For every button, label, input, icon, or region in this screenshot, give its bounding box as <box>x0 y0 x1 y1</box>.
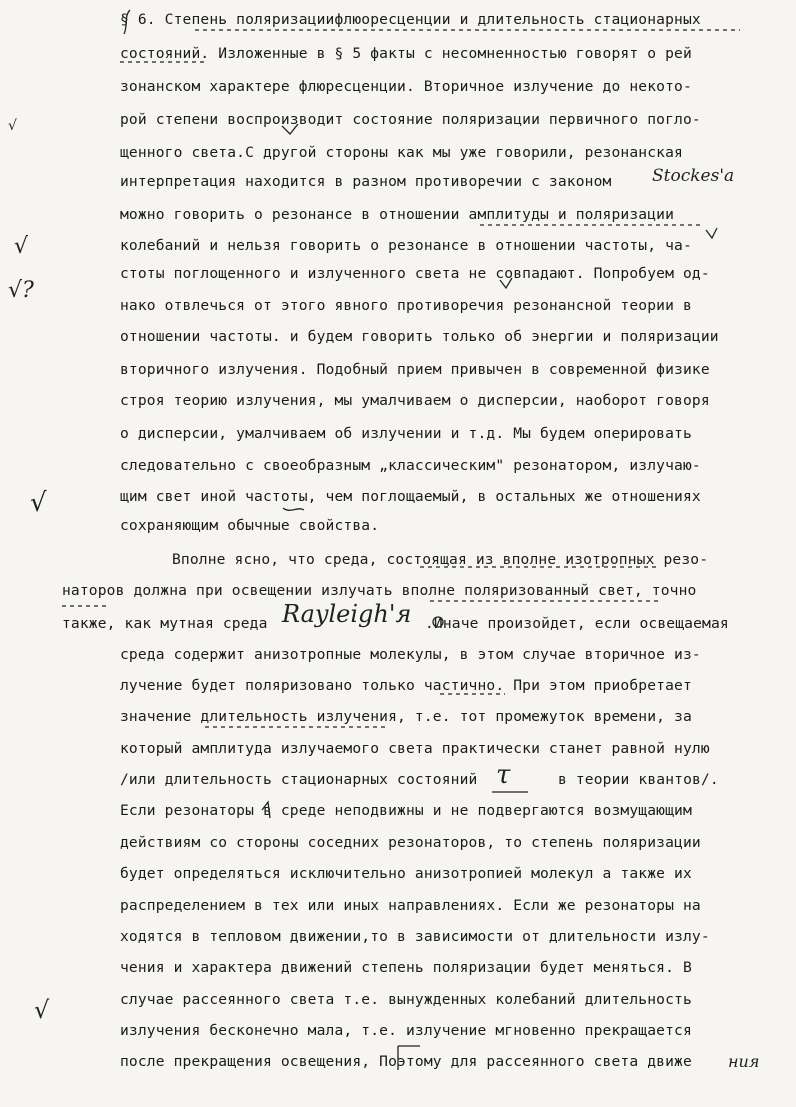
text-line: щенного света.С другой стороны как мы уже говорили, резонанская <box>120 144 683 161</box>
text-line: о дисперсии, умалчиваем об излучении и т.д. Мы будем оперировать <box>120 425 692 442</box>
text-line: состояний. Изложенные в § 5 факты с несомненностью говорят о рей <box>120 45 692 62</box>
text-line: /или длительность стационарных состояний <box>120 771 478 788</box>
margin-check-mark: √? <box>8 278 34 303</box>
text-line: также, как мутная среда <box>62 615 268 632</box>
text-line: среда содержит анизотропные молекулы, в этом случае вторичное из- <box>120 646 701 663</box>
text-line: излучения бесконечно мала, т.е. излучение мгновенно прекращается <box>120 1022 692 1039</box>
text-line: будет определяться исключительно анизотропией молекул а также их <box>120 865 692 882</box>
section-bracket <box>124 10 130 34</box>
tick-mark <box>706 228 717 238</box>
text-line: распределением в тех или иных направлениях. Если же резонаторы на <box>120 897 701 914</box>
text-line: после прекращения освещения, Поэтому для рассеянного света движе <box>120 1053 692 1070</box>
text-line: строя теорию излучения, мы умалчиваем о дисперсии, наоборот говоря <box>120 392 710 409</box>
text-line: Вполне ясно, что среда, состоящая из вполне изотропных резо- <box>172 551 709 568</box>
tick-mark <box>282 124 298 134</box>
text-line: ходятся в тепловом движении,то в зависимости от длительности излу- <box>120 928 710 945</box>
tilde-mark <box>283 508 304 510</box>
handwritten-tau: τ <box>496 760 511 790</box>
tick-mark <box>500 278 512 288</box>
text-line: зонанском характере флюресценции. Вторичное излучение до некото- <box>120 78 692 95</box>
text-line: лучение будет поляризовано только частично. При этом приобретает <box>120 677 692 694</box>
handwritten-ending: ния <box>728 1052 760 1071</box>
margin-check-mark: √ <box>34 996 50 1024</box>
text-line: интерпретация находится в разном противоречии с законом <box>120 173 612 190</box>
text-line: чения и характера движений степень поляризации будет меняться. В <box>120 959 692 976</box>
margin-check-mark: √ <box>30 488 47 518</box>
text-line: § 6. Степень поляризациифлюоресценции и длительность стационарных <box>120 11 701 28</box>
text-line: значение длительность излучения, т.е. тот промежуток времени, за <box>120 708 692 725</box>
handwritten-stokes: Stockes'a <box>652 166 735 186</box>
text-line-fragment: .Иначе произойдет, если освещаемая <box>425 615 729 632</box>
text-line: действиям со стороны соседних резонаторов, то степень поляризации <box>120 834 701 851</box>
handwritten-rayleigh: Rayleigh'я <box>282 600 412 628</box>
text-line-fragment: в теории квантов/. <box>558 771 719 788</box>
text-line: отношении частоты. и будем говорить только об энергии и поляризации <box>120 328 719 345</box>
text-line: щим свет иной частоты, чем поглощаемый, в остальных же отношениях <box>120 488 701 505</box>
insertion-mark <box>262 802 270 818</box>
text-line: случае рассеянного света т.е. вынужденных колебаний длительность <box>120 991 692 1008</box>
text-line: который амплитуда излучаемого света практически станет равной нулю <box>120 740 710 757</box>
text-line: рой степени воспроизводит состояние поляризации первичного погло- <box>120 111 701 128</box>
text-line: следовательно с своеобразным „классическим" резонатором, излучаю- <box>120 457 701 474</box>
text-line: наторов должна при освещении излучать вполне поляризованный свет, точно <box>62 582 697 599</box>
text-line: вторичного излучения. Подобный прием привычен в современной физике <box>120 361 710 378</box>
correction-circle <box>433 617 443 627</box>
text-line: стоты поглощенного и излученного света не совпадают. Попробуем од- <box>120 265 710 282</box>
margin-check-mark: √ <box>14 234 29 259</box>
correction-bracket <box>398 1046 420 1070</box>
text-line: Если резонаторы в среде неподвижны и не подвергаются возмущающим <box>120 802 692 819</box>
text-line: нако отвлечься от этого явного противоречия резонансной теории в <box>120 297 692 314</box>
text-line: колебаний и нельзя говорить о резонансе в отношении частоты, ча- <box>120 237 692 254</box>
margin-check-mark: √ <box>8 118 17 134</box>
text-line: сохраняющим обычные свойства. <box>120 517 380 534</box>
text-line: можно говорить о резонансе в отношении амплитуды и поляризации <box>120 206 675 223</box>
